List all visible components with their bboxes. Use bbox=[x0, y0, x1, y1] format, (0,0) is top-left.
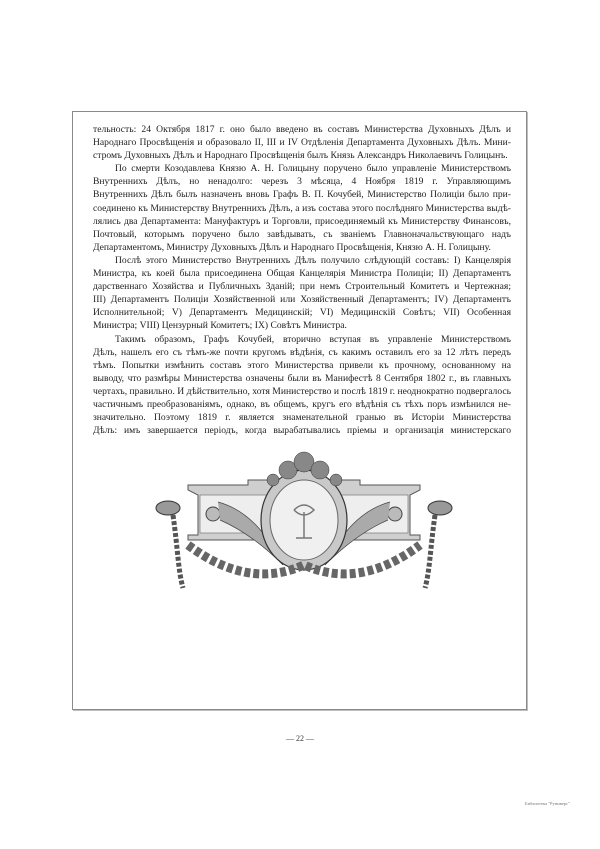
text-line: Дѣлъ, нашелъ его съ тѣмъ-же почти кругомъ вѣдѣнія, съ какимъ оставилъ его за 12 лѣтъ передъ bbox=[93, 346, 511, 358]
text-line: Министра; VIII) Цензурный Комитетъ; IX) Совѣтъ Министра. bbox=[93, 320, 347, 332]
text-line: III) Департаментъ Полиціи Хозяйственной или Хозяйственный Департаментъ; IV) Департаментъ bbox=[93, 294, 511, 306]
text-line: дарственнаго Хозяйства и Публичныхъ Зданій; при немъ Строительный Комитетъ и Чертежная; bbox=[93, 281, 511, 293]
library-watermark: Библиотека "Руниверс" bbox=[525, 801, 570, 806]
text-line: Внутреннихъ Дѣлъ, но ненадолго: черезъ 3 мѣсяца, 4 Ноября 1819 г. Управляющимъ bbox=[93, 176, 511, 188]
text-line: значительно. Поэтому 1819 г. является знаменательной гранью въ Исторіи Министерства bbox=[93, 412, 511, 424]
body-text bbox=[93, 123, 511, 437]
text-line: Почтовый, которымъ поручено было завѣдывать, съ званіемъ Главноначальствующаго надъ bbox=[93, 228, 511, 240]
text-line: Министра, къ коей была присоединена Общая Канцелярія Министра Полиціи; II) Департаментъ bbox=[93, 268, 511, 280]
text-line: тѣмъ. Попытки измѣнить составъ этого Министерства привели къ прочному, основанному на bbox=[93, 359, 511, 371]
text-line: Внутреннихъ Дѣлъ былъ назначенъ вновь Графъ В. П. Кочубей, Министерство Полиціи было при- bbox=[93, 189, 511, 201]
text-line: чертахъ, правильно. И дѣйствительно, хотя Министерство и послѣ 1819 г. неоднократно подвергалось bbox=[93, 385, 511, 397]
text-line: частичнымъ преобразованіямъ, однако, въ общемъ, кругъ его вѣдѣнія съ тѣхъ поръ измѣнился не- bbox=[93, 398, 511, 410]
text-line: Исполнительной; V) Департаментъ Медицинскій; VI) Медицинскій Совѣтъ; VII) Особенная bbox=[93, 307, 511, 319]
text-line: лялись два Департамента: Мануфактуръ и Торговли, присоединяемый къ Министерству Финансовъ, bbox=[93, 215, 511, 227]
text-line: выводу, что размѣры Министерства означены были въ Манифестѣ 8 Сентября 1802 г., въ главныхъ bbox=[93, 372, 511, 384]
text-line: Департаментомъ, Министру Духовныхъ Дѣлъ и Народнаго Просвѣщенія, Князю А. Н. Голицыну. bbox=[93, 241, 491, 253]
decorative-vignette bbox=[148, 440, 460, 605]
text-line: По смерти Козодавлева Князю А. Н. Голицыну поручено было управленіе Министерствомъ bbox=[115, 163, 511, 175]
text-line: тельность: 24 Октября 1817 г. оно было введено въ составъ Министерства Духовныхъ Дѣлъ и bbox=[93, 124, 511, 135]
text-line: Такимъ образомъ, Графъ Кочубей, вторично вступая въ управленіе Министерствомъ bbox=[115, 333, 511, 345]
text-line: Послѣ этого Министерство Внутреннихъ Дѣлъ получило слѣдующій составъ: I) Канцелярія bbox=[115, 254, 511, 266]
text-line: Народнаго Просвѣщенія и образовало II, III и IV Отдѣленія Департамента Духовныхъ Дѣлъ. Мини- bbox=[93, 137, 511, 149]
page-number: — 22 — bbox=[286, 734, 314, 743]
text-line: стромъ Духовныхъ Дѣлъ и Народнаго Просвѣщенія былъ Князь Александръ Николаевичъ Голицынъ. bbox=[93, 150, 508, 162]
text-line: Дѣлъ: имъ завершается періодъ, когда вырабатывались пріемы и организація министерскаго bbox=[93, 425, 511, 437]
text-line: соединено къ Министерству Внутреннихъ Дѣлъ, а изъ состава этого послѣдняго Министерства выдѣ- bbox=[93, 202, 511, 214]
